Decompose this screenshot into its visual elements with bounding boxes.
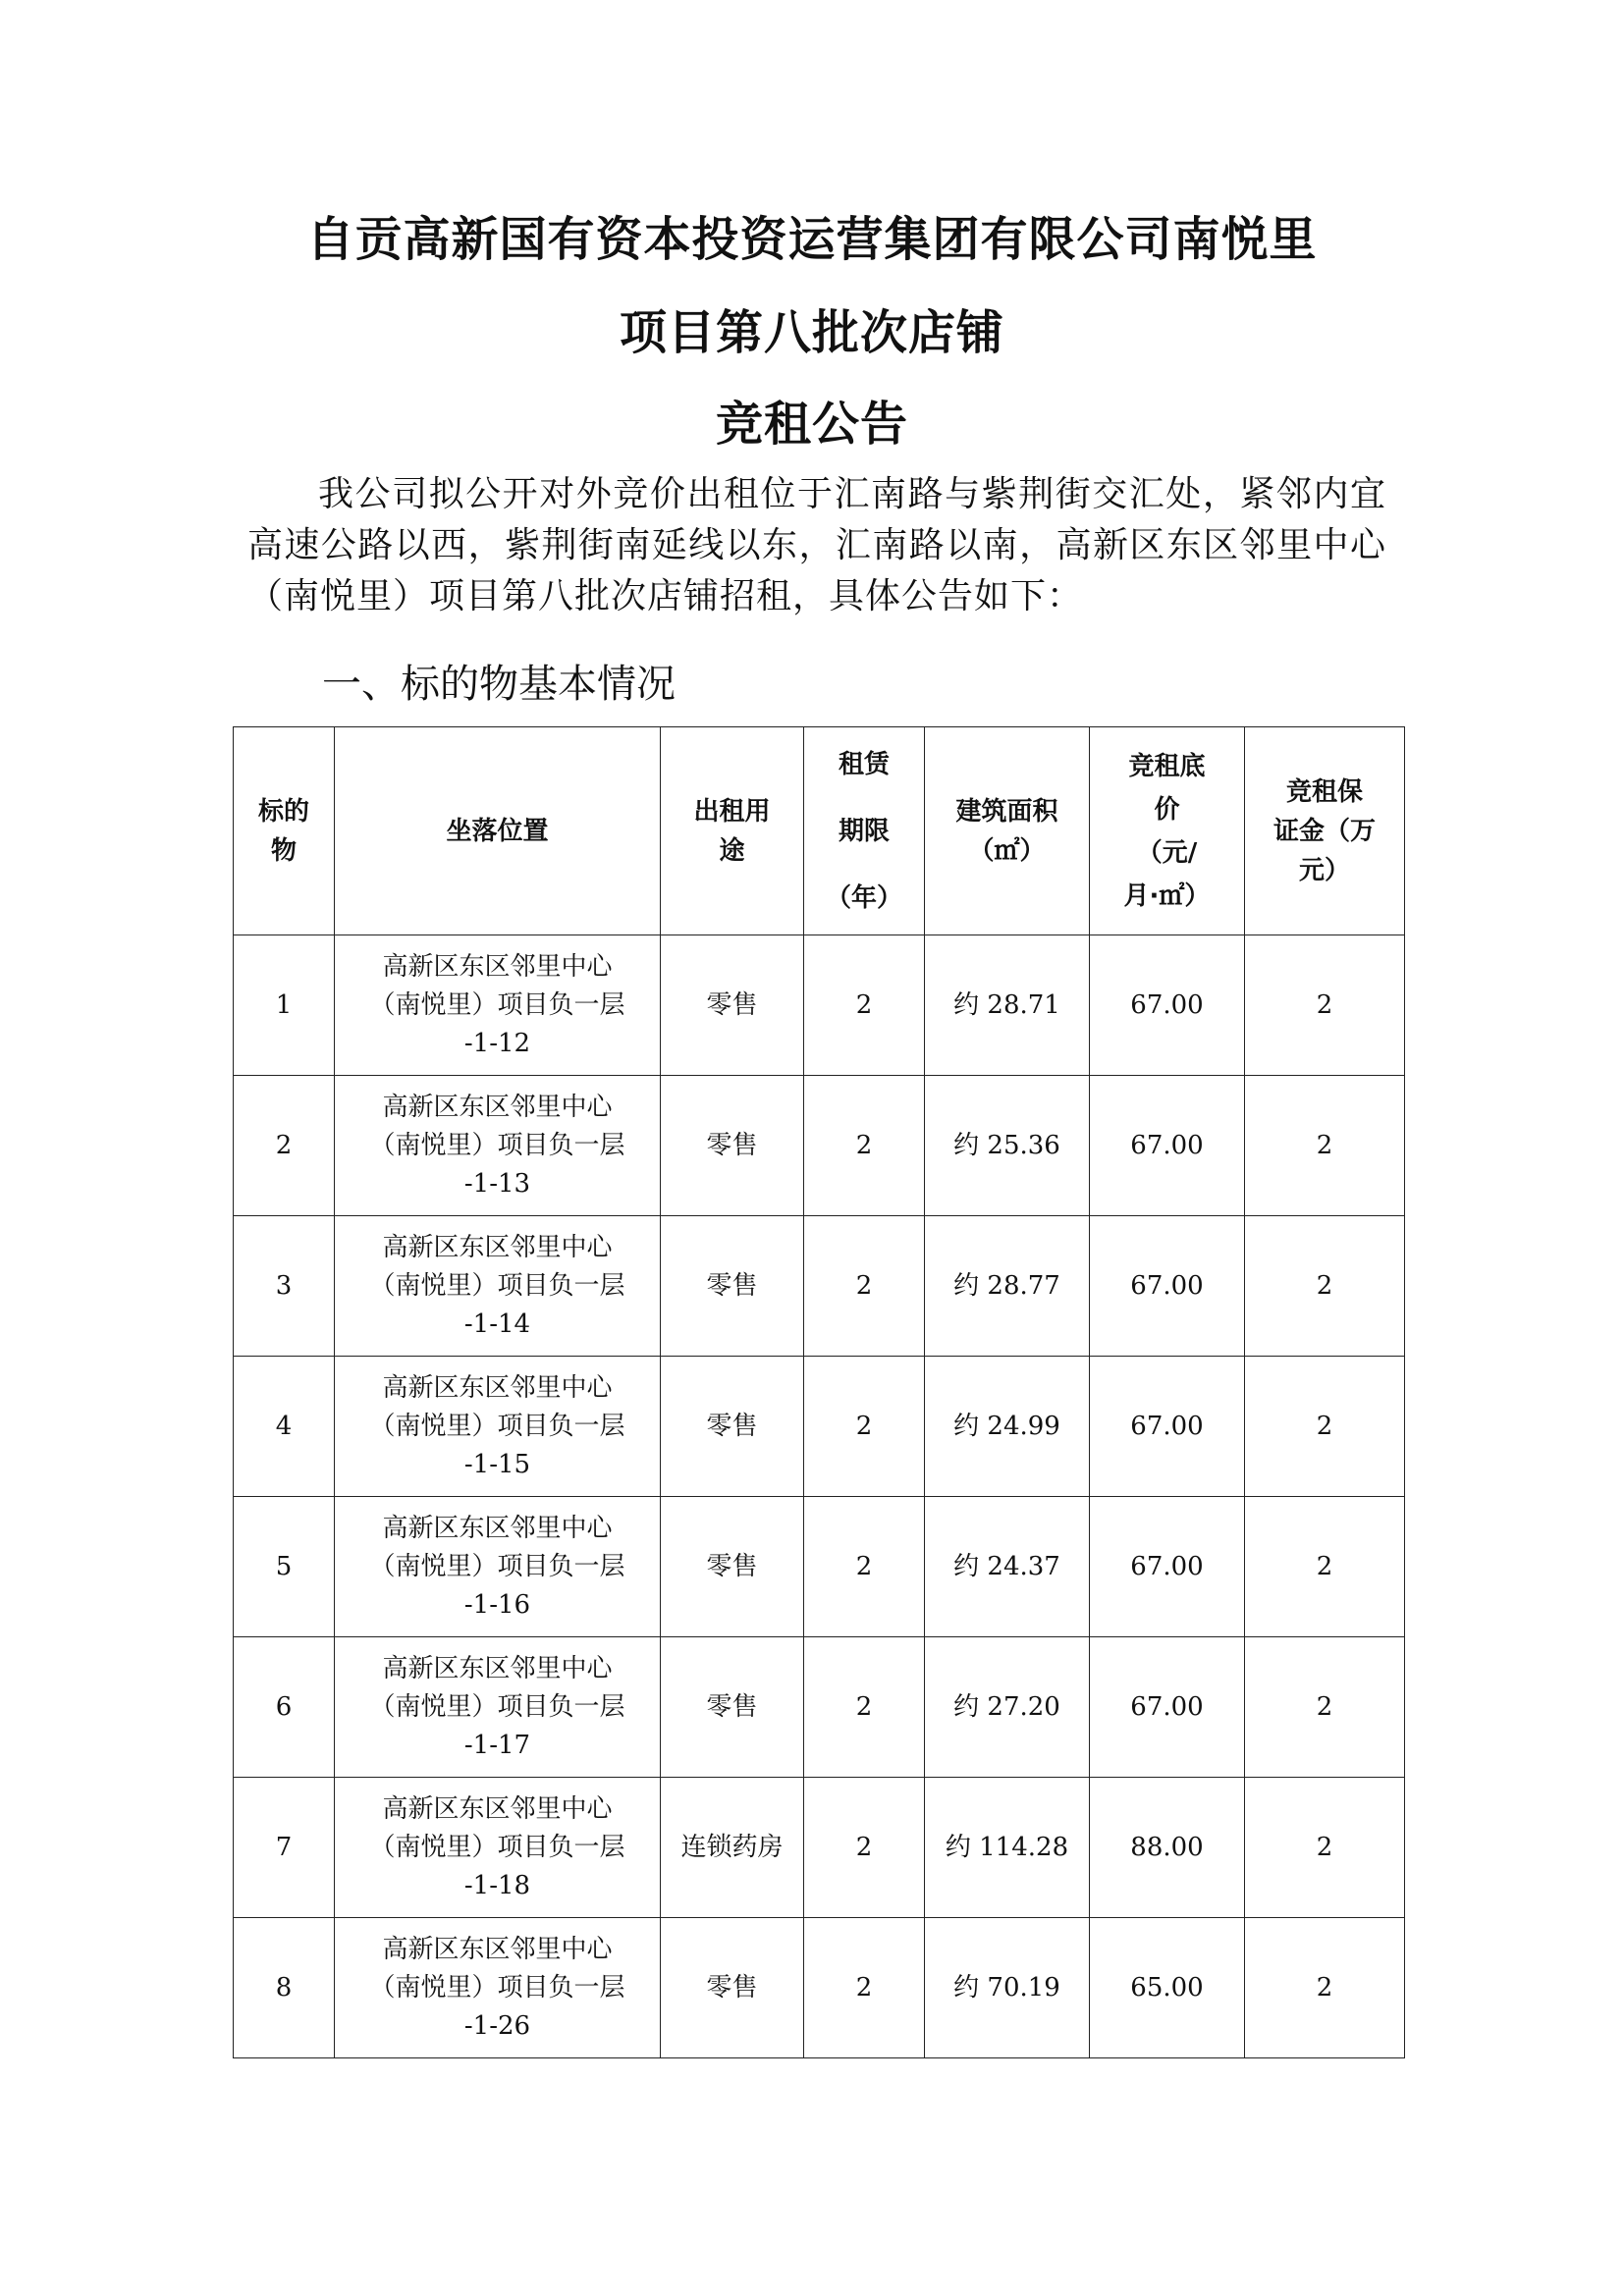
cell-use: 零售 [661,1076,804,1216]
header-location: 坐落位置 [335,727,661,935]
cell-use: 零售 [661,1357,804,1497]
table-row [234,1216,1405,1357]
cell-deposit: 2 [1245,1778,1405,1918]
cell-location: 高新区东区邻里中心 （南悦里）项目负一层 -1-14 [335,1216,661,1357]
cell-subject: 3 [234,1216,335,1357]
cell-area: 约 70.19 [925,1918,1090,2058]
doc-title-line-3: 竞租公告 [715,397,908,452]
cell-area: 约 114.28 [925,1778,1090,1918]
cell-area: 约 28.71 [925,935,1090,1076]
cell-subject: 2 [234,1076,335,1216]
cell-location: 高新区东区邻里中心 （南悦里）项目负一层 -1-17 [335,1637,661,1778]
cell-use: 零售 [661,1637,804,1778]
cell-area: 约 28.77 [925,1216,1090,1357]
cell-term: 2 [804,1497,925,1637]
cell-location: 高新区东区邻里中心 （南悦里）项目负一层 -1-26 [335,1918,661,2058]
cell-subject: 1 [234,935,335,1076]
cell-price: 88.00 [1090,1778,1245,1918]
table-row [234,1076,1405,1216]
header-price: 竞租底 价 （元/ 月·㎡） [1090,727,1245,935]
cell-area: 约 27.20 [925,1637,1090,1778]
header-term: 租赁 期限 （年） [804,727,925,935]
cell-deposit: 2 [1245,1076,1405,1216]
table-row [234,1918,1405,2058]
cell-location: 高新区东区邻里中心 （南悦里）项目负一层 -1-13 [335,1076,661,1216]
cell-price: 67.00 [1090,1637,1245,1778]
header-use: 出租用 途 [661,727,804,935]
cell-use: 连锁药房 [661,1778,804,1918]
cell-deposit: 2 [1245,1216,1405,1357]
cell-term: 2 [804,1216,925,1357]
cell-area: 约 24.37 [925,1497,1090,1637]
header-subject: 标的 物 [234,727,335,935]
cell-term: 2 [804,1357,925,1497]
cell-use: 零售 [661,935,804,1076]
cell-area: 约 24.99 [925,1357,1090,1497]
cell-use: 零售 [661,1918,804,2058]
cell-price: 67.00 [1090,1216,1245,1357]
cell-subject: 7 [234,1778,335,1918]
section-heading: 一、标的物基本情况 [322,662,676,707]
table-header-row [234,727,1405,935]
cell-location: 高新区东区邻里中心 （南悦里）项目负一层 -1-16 [335,1497,661,1637]
cell-term: 2 [804,1076,925,1216]
table-row [234,935,1405,1076]
doc-title-line-1: 自贡高新国有资本投资运营集团有限公司南悦里 [306,212,1318,267]
header-area: 建筑面积 （㎡） [925,727,1090,935]
cell-use: 零售 [661,1497,804,1637]
table-row [234,1778,1405,1918]
cell-deposit: 2 [1245,935,1405,1076]
cell-subject: 5 [234,1497,335,1637]
cell-price: 67.00 [1090,1076,1245,1216]
cell-term: 2 [804,1778,925,1918]
cell-deposit: 2 [1245,1497,1405,1637]
cell-term: 2 [804,1918,925,2058]
table-row [234,1637,1405,1778]
cell-price: 67.00 [1090,1357,1245,1497]
cell-price: 65.00 [1090,1918,1245,2058]
header-deposit: 竞租保 证金（万 元） [1245,727,1405,935]
cell-area: 约 25.36 [925,1076,1090,1216]
cell-use: 零售 [661,1216,804,1357]
cell-price: 67.00 [1090,1497,1245,1637]
table-row [234,1357,1405,1497]
cell-deposit: 2 [1245,1918,1405,2058]
cell-subject: 4 [234,1357,335,1497]
doc-title-line-2: 项目第八批次店铺 [619,305,1004,360]
listing-table [233,726,1405,2058]
cell-subject: 8 [234,1918,335,2058]
table-row [234,1497,1405,1637]
cell-location: 高新区东区邻里中心 （南悦里）项目负一层 -1-15 [335,1357,661,1497]
cell-deposit: 2 [1245,1357,1405,1497]
cell-price: 67.00 [1090,935,1245,1076]
cell-subject: 6 [234,1637,335,1778]
cell-term: 2 [804,935,925,1076]
cell-term: 2 [804,1637,925,1778]
cell-location: 高新区东区邻里中心 （南悦里）项目负一层 -1-18 [335,1778,661,1918]
cell-location: 高新区东区邻里中心 （南悦里）项目负一层 -1-12 [335,935,661,1076]
intro-paragraph: 我公司拟公开对外竞价出租位于汇南路与紫荆街交汇处，紧邻内宜高速公路以西，紫荆街南延线以东，汇南路以南，高新区东区邻里中心（南悦里）项目第八批次店铺招租，具体公告如下： [247,474,1386,616]
cell-deposit: 2 [1245,1637,1405,1778]
